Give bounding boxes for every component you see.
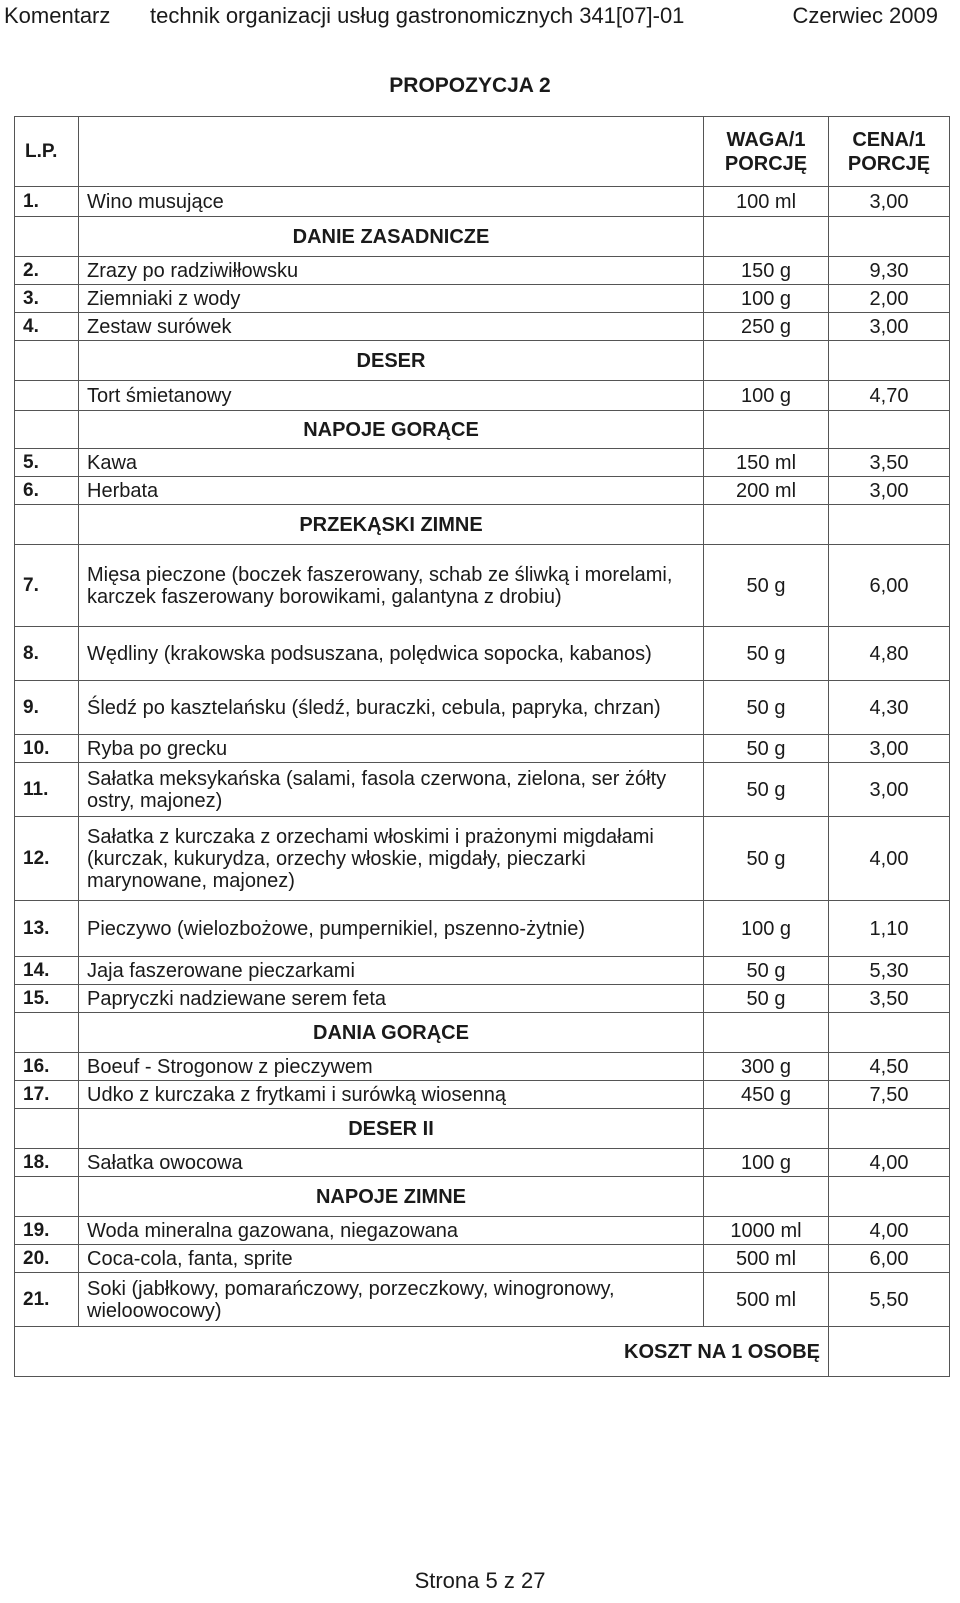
item-name: Woda mineralna gazowana, niegazowana <box>79 1217 704 1245</box>
section-lp-cell <box>15 411 79 449</box>
menu-item-row <box>15 449 950 477</box>
section-row <box>15 217 950 257</box>
item-weight: 150 ml <box>704 449 829 477</box>
item-price: 4,70 <box>829 381 950 411</box>
item-weight: 100 g <box>704 1149 829 1177</box>
item-price: 3,00 <box>829 763 950 817</box>
item-name: Herbata <box>79 477 704 505</box>
item-weight: 100 g <box>704 285 829 313</box>
menu-table <box>14 116 950 1377</box>
item-weight: 250 g <box>704 313 829 341</box>
item-weight: 300 g <box>704 1053 829 1081</box>
item-weight: 150 g <box>704 257 829 285</box>
menu-item-row <box>15 545 950 627</box>
item-lp: 6. <box>15 477 79 505</box>
item-name: Pieczywo (wielozbożowe, pumpernikiel, pszenno-żytnie) <box>79 901 704 957</box>
item-weight: 100 g <box>704 901 829 957</box>
item-name: Sałatka meksykańska (salami, fasola czerwona, zielona, ser żółty ostry, majonez) <box>79 763 704 817</box>
item-lp: 8. <box>15 627 79 681</box>
header-price: CENA/1 PORCJĘ <box>829 117 950 187</box>
item-name: Sałatka z kurczaka z orzechami włoskimi i prażonymi migdałami (kurczak, kukurydza, orzechy włoskie, migdały, pieczarki marynowane, majonez) <box>79 817 704 901</box>
item-lp: 21. <box>15 1273 79 1327</box>
item-lp: 1. <box>15 187 79 217</box>
item-name: Ziemniaki z wody <box>79 285 704 313</box>
total-row <box>15 1327 950 1377</box>
item-lp: 2. <box>15 257 79 285</box>
item-name: Zestaw surówek <box>79 313 704 341</box>
item-price: 1,10 <box>829 901 950 957</box>
item-lp: 7. <box>15 545 79 627</box>
section-price-cell <box>829 1177 950 1217</box>
item-lp: 17. <box>15 1081 79 1109</box>
menu-item-row <box>15 1081 950 1109</box>
section-lp-cell <box>15 1109 79 1149</box>
menu-item-row <box>15 901 950 957</box>
section-price-cell <box>829 411 950 449</box>
item-lp: 10. <box>15 735 79 763</box>
item-name: Mięsa pieczone (boczek faszerowany, schab ze śliwką i morelami, karczek faszerowany borowikami, galantyna z drobiu) <box>79 545 704 627</box>
item-name: Wino musujące <box>79 187 704 217</box>
item-price: 4,30 <box>829 681 950 735</box>
item-weight: 50 g <box>704 985 829 1013</box>
item-name: Soki (jabłkowy, pomarańczowy, porzeczkowy, winogronowy, wieloowocowy) <box>79 1273 704 1327</box>
section-weight-cell <box>704 411 829 449</box>
section-lp-cell <box>15 505 79 545</box>
total-label: KOSZT NA 1 OSOBĘ <box>15 1327 829 1377</box>
section-weight-cell <box>704 1177 829 1217</box>
menu-item-row <box>15 1245 950 1273</box>
menu-item-row <box>15 985 950 1013</box>
item-price: 3,00 <box>829 187 950 217</box>
item-lp <box>15 381 79 411</box>
section-weight-cell <box>704 1013 829 1053</box>
menu-item-row <box>15 381 950 411</box>
section-row <box>15 1013 950 1053</box>
item-price: 4,00 <box>829 1217 950 1245</box>
item-lp: 15. <box>15 985 79 1013</box>
item-name: Wędliny (krakowska podsuszana, polędwica sopocka, kabanos) <box>79 627 704 681</box>
document-title-text: PROPOZYCJA 2 <box>389 74 551 97</box>
section-lp-cell <box>15 1177 79 1217</box>
item-weight: 50 g <box>704 735 829 763</box>
menu-item-row <box>15 257 950 285</box>
section-label: NAPOJE ZIMNE <box>79 1177 704 1217</box>
item-lp: 9. <box>15 681 79 735</box>
page-footer <box>0 1568 960 1594</box>
item-lp: 3. <box>15 285 79 313</box>
item-weight: 500 ml <box>704 1245 829 1273</box>
menu-table-body <box>15 117 950 1377</box>
item-name: Tort śmietanowy <box>79 381 704 411</box>
item-name: Śledź po kasztelańsku (śledź, buraczki, cebula, papryka, chrzan) <box>79 681 704 735</box>
item-weight: 500 ml <box>704 1273 829 1327</box>
item-lp: 16. <box>15 1053 79 1081</box>
section-weight-cell <box>704 505 829 545</box>
item-lp: 18. <box>15 1149 79 1177</box>
item-price: 3,00 <box>829 477 950 505</box>
header-profession: technik organizacji usług gastronomicznych 341[07]-01 <box>150 3 685 28</box>
section-weight-cell <box>704 341 829 381</box>
header-date: Czerwiec 2009 <box>792 3 938 28</box>
item-weight: 50 g <box>704 817 829 901</box>
item-price: 6,00 <box>829 1245 950 1273</box>
item-lp: 5. <box>15 449 79 477</box>
item-name: Coca-cola, fanta, sprite <box>79 1245 704 1273</box>
item-name: Kawa <box>79 449 704 477</box>
section-price-cell <box>829 505 950 545</box>
item-weight: 100 ml <box>704 187 829 217</box>
section-price-cell <box>829 1109 950 1149</box>
item-name: Ryba po grecku <box>79 735 704 763</box>
document-title <box>0 74 960 98</box>
header-weight: WAGA/1 PORCJĘ <box>704 117 829 187</box>
section-lp-cell <box>15 217 79 257</box>
item-price: 3,50 <box>829 985 950 1013</box>
item-name: Sałatka owocowa <box>79 1149 704 1177</box>
item-price: 3,50 <box>829 449 950 477</box>
item-lp: 12. <box>15 817 79 901</box>
section-label: DANIE ZASADNICZE <box>79 217 704 257</box>
item-price: 2,00 <box>829 285 950 313</box>
item-price: 3,00 <box>829 735 950 763</box>
item-lp: 13. <box>15 901 79 957</box>
table-header-row <box>15 117 950 187</box>
menu-item-row <box>15 187 950 217</box>
menu-item-row <box>15 1149 950 1177</box>
menu-item-row <box>15 313 950 341</box>
section-lp-cell <box>15 1013 79 1053</box>
section-row <box>15 411 950 449</box>
section-row <box>15 1177 950 1217</box>
header-lp: L.P. <box>15 117 79 187</box>
item-price: 9,30 <box>829 257 950 285</box>
item-price: 3,00 <box>829 313 950 341</box>
item-weight: 200 ml <box>704 477 829 505</box>
section-row <box>15 505 950 545</box>
header-name <box>79 117 704 187</box>
header-doc-type: Komentarz <box>4 3 111 28</box>
menu-item-row <box>15 681 950 735</box>
section-price-cell <box>829 341 950 381</box>
section-row <box>15 1109 950 1149</box>
item-weight: 50 g <box>704 545 829 627</box>
item-lp: 14. <box>15 957 79 985</box>
page-header <box>0 0 960 32</box>
section-weight-cell <box>704 217 829 257</box>
item-lp: 19. <box>15 1217 79 1245</box>
menu-item-row <box>15 817 950 901</box>
section-label: NAPOJE GORĄCE <box>79 411 704 449</box>
section-lp-cell <box>15 341 79 381</box>
menu-item-row <box>15 627 950 681</box>
item-name: Boeuf - Strogonow z pieczywem <box>79 1053 704 1081</box>
section-label: DESER II <box>79 1109 704 1149</box>
menu-item-row <box>15 763 950 817</box>
menu-item-row <box>15 285 950 313</box>
item-price: 6,00 <box>829 545 950 627</box>
menu-item-row <box>15 1217 950 1245</box>
section-weight-cell <box>704 1109 829 1149</box>
item-weight: 450 g <box>704 1081 829 1109</box>
section-label: PRZEKĄSKI ZIMNE <box>79 505 704 545</box>
item-weight: 50 g <box>704 957 829 985</box>
menu-item-row <box>15 735 950 763</box>
item-weight: 50 g <box>704 763 829 817</box>
item-price: 4,50 <box>829 1053 950 1081</box>
item-weight: 100 g <box>704 381 829 411</box>
section-price-cell <box>829 1013 950 1053</box>
item-lp: 4. <box>15 313 79 341</box>
section-price-cell <box>829 217 950 257</box>
item-name: Udko z kurczaka z frytkami i surówką wiosenną <box>79 1081 704 1109</box>
item-price: 5,30 <box>829 957 950 985</box>
item-weight: 1000 ml <box>704 1217 829 1245</box>
item-name: Zrazy po radziwiłłowsku <box>79 257 704 285</box>
item-weight: 50 g <box>704 681 829 735</box>
menu-item-row <box>15 957 950 985</box>
item-name: Papryczki nadziewane serem feta <box>79 985 704 1013</box>
item-price: 4,00 <box>829 1149 950 1177</box>
item-price: 4,00 <box>829 817 950 901</box>
item-lp: 20. <box>15 1245 79 1273</box>
item-price: 4,80 <box>829 627 950 681</box>
page-number: Strona 5 z 27 <box>414 1568 546 1593</box>
item-weight: 50 g <box>704 627 829 681</box>
menu-item-row <box>15 1273 950 1327</box>
item-lp: 11. <box>15 763 79 817</box>
item-price: 5,50 <box>829 1273 950 1327</box>
section-label: DESER <box>79 341 704 381</box>
item-price: 7,50 <box>829 1081 950 1109</box>
menu-item-row <box>15 477 950 505</box>
menu-item-row <box>15 1053 950 1081</box>
total-value <box>829 1327 950 1377</box>
section-label: DANIA GORĄCE <box>79 1013 704 1053</box>
item-name: Jaja faszerowane pieczarkami <box>79 957 704 985</box>
section-row <box>15 341 950 381</box>
